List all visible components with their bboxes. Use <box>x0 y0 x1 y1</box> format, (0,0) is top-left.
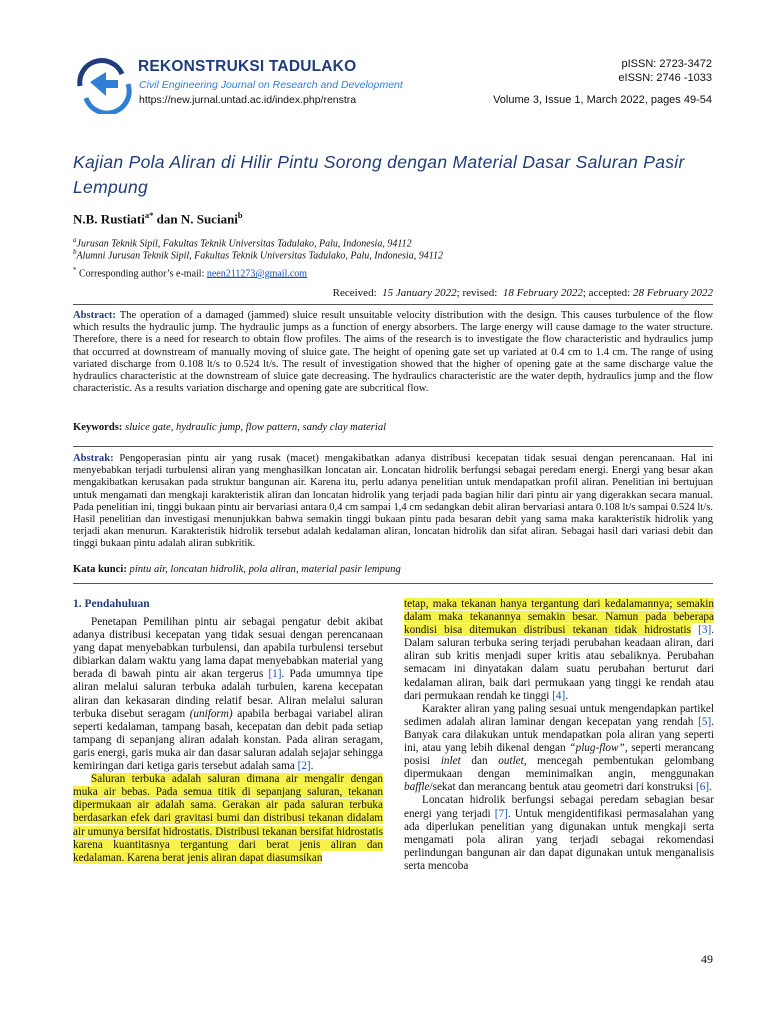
left-column <box>73 616 383 865</box>
abstract-indonesian: Abstrak: Pengoperasian pintu air yang rusak (macet) mengakibatkan adanya distribusi kecepatan tidak sesuai dengan perencanaan. Hal ini menyebabkan terjadi turbulensi aliran yang menghasilkan loncatan air. Loncatan hidrolik berfungsi sebagai peredam energi. Energi yang besar akan mengakibatkan kerusakan pada struktur bangunan air. Karena itu, perlu adanya penelitian untuk mendapatkan profil aliran. Penelitian ini bertujuan untuk mengamati dan mengkaji karakteristik aliran dan loncatan hidrolik yang terjadi pada bagian hilir dari pintu air yang digerakkan secara manual. Pada penelitian ini, tinggi bukaan pintu air bervariasi antara 0,4 cm sampai 1,4 cm sedangkan debit aliran bervariasi antara 0.108 lt/s sampai 0.524 lt/s. Hasil penelitian dan investigasi menunjukkan bahwa semakin tinggi bukaan pintu pada besaran debit yang sama maka karakteristik hidrolik yang terjadi akan menurun. Karakteristik hidrolik tersebut adalah kedalaman aliran, loncatan hidrolik dan sifat aliran. Sebagai hasil dari variasi debit dan tinggi bukaan pintu adalah aliran subkritik. <box>73 453 713 550</box>
paper-title: Kajian Pola Aliran di Hilir Pintu Sorong dengan Material Dasar Saluran Pasir Lempung <box>73 152 685 197</box>
divider <box>73 446 713 447</box>
paragraph: Karakter aliran yang paling sesuai untuk mengendapkan partikel sedimen adalah aliran laminar dengan kecepatan yang rendah [5]. Banyak cara dilakukan untuk mendapatkan pola aliran yang seperti ini, atau yang lebih dikenal dengan “plug-flow”, seperti merancang posisi inlet dan outlet, mencegah pembentukan gelombang dipermukaan dengan meminimalkan angin, menggunakan baffle/sekat dan merancang bentuk atau geometri dari konstruksi [6]. <box>404 702 714 794</box>
kata-kunci: Kata kunci: pintu air, loncatan hidrolik, pola aliran, material pasir lempung <box>73 564 401 575</box>
citation-link[interactable]: [7] <box>494 807 508 820</box>
citation-link[interactable]: [3] <box>698 624 712 637</box>
paragraph: tetap, maka tekanan hanya tergantung dari kedalamannya; semakin dalam maka tekanannya semakin besar. Namun pada beberapa kondisi bisa ditemukan distribusi tekanan tidak hidrostatis [3]. Dalam saluran terbuka sering terjadi perubahan keadaan aliran, dari aliran sub kritis menjadi super kritis atau sebaliknya. Perubahan semacam ini dinyatakan dalam suatu perubahan berturut dari kedalaman aliran, baik dari permukaan yang tinggi ke rendah atau dari permukaan rendah ke tinggi [4]. <box>404 598 715 702</box>
citation-link[interactable]: [5] <box>698 715 712 728</box>
keywords: Keywords: sluice gate, hydraulic jump, flow pattern, sandy clay material <box>73 422 387 433</box>
page-number: 49 <box>701 952 713 966</box>
divider <box>73 583 713 584</box>
paragraph: Loncatan hidrolik berfungsi sebagai peredam sebagian besar energi yang terjadi [7]. Untuk mengidentifikasi permasalahan yang ada diperlukan penelitian yang digunakan untuk mengkaji serta mengamati pola aliran yang terjadi sebagai rekomendasi perlindungan bangunan air dan dapat digunakan untuk menganalisis serta mencoba <box>404 794 714 872</box>
email-link[interactable]: neen211273@gmail.com <box>206 268 308 280</box>
authors: N.B. Rustiati$^{a*}$ dan N. Suciani$^b$ <box>73 210 243 227</box>
affiliation-b: $^b$Alumni Jurusan Teknik Sipil, Fakultas Teknik Universitas Tadulako, Palu, Indonesia, 94112 <box>73 248 443 262</box>
corresponding-author: * Corresponding author’s e-mail: neen211273@gmail.com <box>73 266 308 280</box>
journal-logo-icon <box>72 56 136 114</box>
right-column <box>404 598 714 873</box>
citation-link[interactable]: [6] <box>696 781 710 794</box>
author-2: dan N. Suciani <box>153 211 238 227</box>
author-1: N.B. Rustiati <box>73 211 145 227</box>
citation-link[interactable]: [2] <box>297 760 311 773</box>
affiliation-a: $^a$Jurusan Teknik Sipil, Fakultas Teknik Universitas Tadulako, Palu, Indonesia, 94112 <box>73 236 412 250</box>
citation-link[interactable]: [1] <box>268 668 282 681</box>
journal-name: REKONSTRUKSI TADULAKO <box>138 58 357 75</box>
paragraph: Penetapan Pemilihan pintu air sebagai pengatur debit akibat adanya distribusi kecepatan yang tidak sesuai dengan perencanaan yang dapat menyebabkan turbulensi, dan apabila turbulensi tersebut dibiarkan dalam waktu yang lama dapat menyebabkan material yang berada di bawah pintu air akan tergerus [1]. Pada umumnya tipe aliran melalui saluran terbuka adalah turbulen, karena kecepatan aliran dan kekasaran dinding relatif besar. Aliran melalui saluran terbuka disebut seragam (uniform) apabila berbagai variabel aliran seperti kedalaman, tampang basah, kecepatan dan debit pada setiap tampang di sepanjang aliran adalah konstan. Pada aliran seragam, garis energi, garis muka air dan dasar saluran adalah sejajar sehingga kemiringan dari ketiga garis tersebut adalah sama [2]. <box>73 616 383 773</box>
pissn: pISSN: 2723-3472 <box>621 58 712 70</box>
divider <box>73 304 713 305</box>
journal-url-link[interactable]: https://new.jurnal.untad.ac.id/index.php/renstra <box>139 94 357 106</box>
received-dates: Received: 15 January 2022; revised: 18 February 2022; accepted: 28 February 2022 <box>332 287 713 299</box>
eissn: eISSN: 2746 -1033 <box>618 72 712 84</box>
journal-subtitle: Civil Engineering Journal on Research and Development <box>139 79 403 91</box>
section-heading: 1. Pendahuluan <box>73 598 150 610</box>
abstract-english: Abstract: The operation of a damaged (jammed) sluice result unsuitable velocity distribution with the design. This causes turbulence of the flow which results the hydraulic jump. The hydraulic jumps as a function of energy absorbers. The large energy will cause damage to the water structure. Therefore, there is a need for research to obtain flow profiles. The aims of the research is to investigate the flow characteristic and hydraulics jump that occurred at downstream of manually moving of sluice gate. The height of opening gate set up variated at 0.4 cm to 1.4 cm. The range of using variated discharge from 0.108 lt/s to 0.524 lt/s. The result of investigation showed that the higher of opening gate at the same discharge value the hydraulics characteristic at the downstream of sluice gate decreasing. The hydraulics characteristic are the water depth, hydraulics jump and the flow characteristic. As a results variation discharge and opening gate are subcritical flow. <box>73 310 713 395</box>
citation-link[interactable]: [4] <box>552 689 566 702</box>
volume-info: Volume 3, Issue 1, March 2022, pages 49-54 <box>493 94 712 106</box>
highlighted-paragraph: Saluran terbuka adalah saluran dimana air mengalir dengan muka air bebas. Pada semua titik di sepanjang saluran, tekanan dipermukaan air adalah sama. Gerakan air pada saluran terbuka berdasarkan efek dari gravitasi bumi dan distribusi tekanan didalam air umunya bersifat hidrostatis. Distribusi tekanan bersifat hidrostatis karena kuantitasnya tergantung dari berat jenis aliran dan kedalaman. Karena berat jenis aliran dapat diasumsikan <box>73 773 383 864</box>
